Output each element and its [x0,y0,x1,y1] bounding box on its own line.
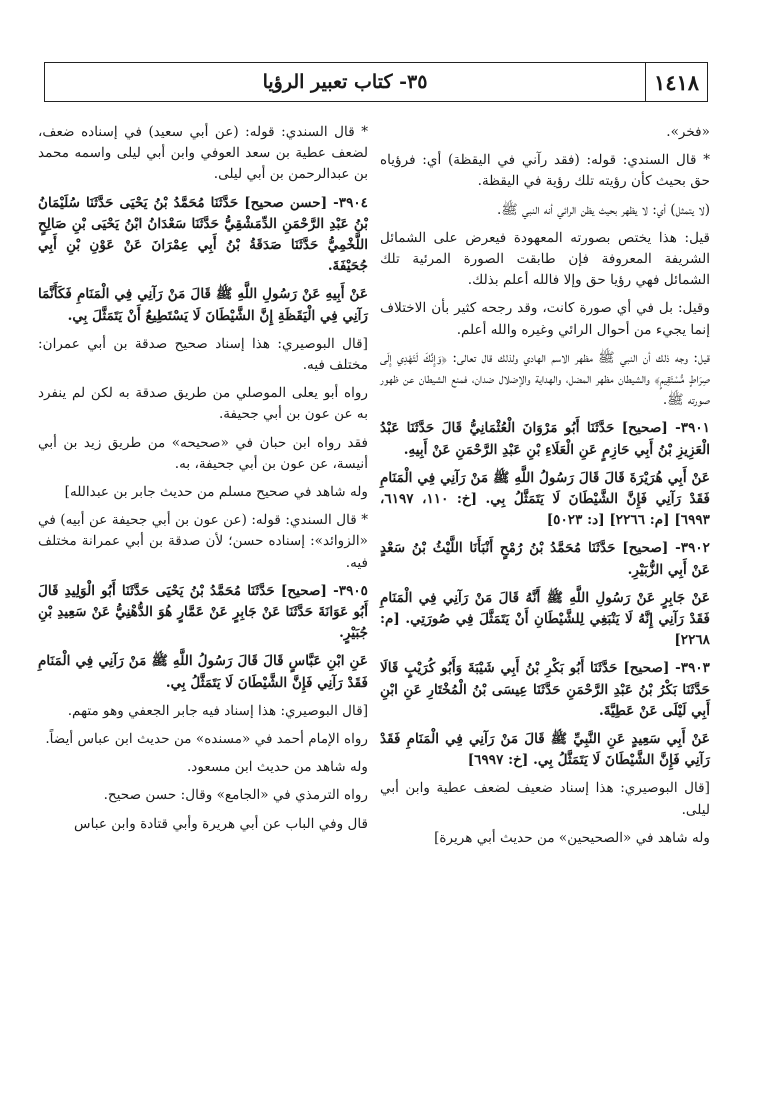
page-header [44,62,708,102]
hadith-isnad-3901: ٣٩٠١- [صحيح] حَدَّثَنَا أَبُو مَرْوَانَ الْعُثْمَانِيُّ قَالَ حَدَّثَنَا عَبْدُ الْعَزِيزِ بْنُ أَبِي حَازِمٍ عَنِ الْعَلَاءِ بْنِ عَبْدِ الرَّحْمَنِ عَنْ أَبِيهِ. [380,420,710,458]
paragraph: وقيل: بل في أي صورة كانت، وقد رجحه كثير بأن الاختلاف إنما يجيء من أحوال الرائي وغيره والله أعلم. [380,300,710,338]
paragraph: [قال البوصيري: هذا إسناد صحيح صدقة بن أبي عمران: مختلف فيه. [38,335,368,374]
paragraph: (لا يتمثل) أي: لا يظهر بحيث يظن الرائي أنه النبي ﷺ. [496,201,710,218]
left-column [38,122,368,842]
paragraph: * قال السندي: قوله: (عن عون بن أبي جحيفة عن أبيه) في «الزوائد»: إسناده حسن؛ لأن صدقة بن أبي عمرانة مختلف فيه. [38,512,368,571]
paragraph: وله شاهد من حديث ابن مسعود. [186,759,368,776]
paragraph: [قال البوصيري: هذا إسناد فيه جابر الجعفي وهو متهم. [67,702,368,719]
page-number: ١٤١٨ [645,63,707,101]
paragraph: * قال السندي: قوله: (فقد رآني في اليقظة) أي: فرؤياه حق بحيث كأن رؤيته تلك رؤية في اليقظة. [380,152,710,190]
chapter-title: ٣٥- كتاب تعبير الرؤيا [262,71,428,93]
paragraph: وله شاهد في «الصحيحين» من حديث أبي هريرة] [434,829,710,846]
paragraph: رواه أبو يعلى الموصلي من طريق صدقة به لكن لم ينفرد به عن عون بن أبي جحيفة. [38,385,368,423]
paragraph: رواه الإمام أحمد في «مسنده» من حديث ابن عباس أيضاً. [45,731,368,748]
paragraph: * قال السندي: قوله: (عن أبي سعيد) في إسناده ضعف، لضعف عطية بن سعد العوفي وابن أبي ليلى واسمه محمد بن عبدالرحمن بن أبي ليلى. [38,124,368,183]
paragraph: فقد رواه ابن حبان في «صحيحه» من طريق زيد بن أبي أنيسة، عن عون بن أبي جحيفة، به. [38,434,368,472]
hadith-matn-3902: عَنْ جَابِرٍ عَنْ رَسُولِ اللَّهِ ﷺ أَنَّهُ قَالَ مَنْ رَآنِي فِي الْمَنَامِ فَقَدْ رَآنِي إِنَّهُ لَا يَنْبَغِي لِلشَّيْطَانِ أَنْ يَتَمَثَّلَ فِي صُورَتِي. [م: ٢٢٦٨] [380,589,710,649]
hadith-matn-3903: عَنْ أَبِي سَعِيدٍ عَنِ النَّبِيِّ ﷺ قَالَ مَنْ رَآنِي فِي الْمَنَامِ فَقَدْ رَآنِي فَإِنَّ الشَّيْطَانَ لَا يَتَمَثَّلُ بِي. [خ: ٦٩٩٧] [380,731,710,769]
hadith-isnad-3904: ٣٩٠٤- [حسن صحيح] حَدَّثَنَا مُحَمَّدُ بْنُ يَحْيَى حَدَّثَنَا سُلَيْمَانُ بْنُ عَبْدِ الرَّحْمَنِ الدِّمَشْقِيُّ حَدَّثَنَا سَعْدَانُ ابْنُ يَحْيَى بْنِ صَالِحٍ اللَّخْمِيُّ حَدَّثَنَا صَدَقَةُ بْنُ أَبِي عِمْرَانَ عَنْ عَوْنِ بْنِ أَبِي جُحَيْفَةَ. [38,194,368,275]
paragraph: قيل: هذا يختص بصورته المعهودة فيعرض على الشمائل الشريفة المعروفة فإن طابقت الصورة المرئية تلك الشمائل فهي رؤيا حق وإلا فالله أعلم بذلك. [380,229,710,289]
hadith-matn-3901: عَنْ أَبِي هُرَيْرَةَ قَالَ قَالَ رَسُولُ اللَّهِ ﷺ مَنْ رَآنِي فِي الْمَنَامِ فَقَدْ رَآنِي فَإِنَّ الشَّيْطَانَ لَا يَتَمَثَّلُ بِي. [خ: ١١٠، ٦١٩٧، ٦٩٩٣] [م: ٢٢٦٦] [د: ٥٠٢٣] [380,469,711,529]
hadith-isnad-3902: ٣٩٠٢- [صحيح] حَدَّثَنَا مُحَمَّدُ بْنُ رُمْحٍ أَنْبَأَنَا اللَّيْثُ بْنُ سَعْدٍ عَنْ أَبِي الزُّبَيْرِ. [380,540,710,578]
hadith-matn-3904: عَنْ أَبِيهِ عَنْ رَسُولِ اللَّهِ ﷺ قَالَ مَنْ رَآنِي فِي الْمَنَامِ فَكَأَنَّمَا رَآنِي فِي الْيَقَظَةِ إِنَّ الشَّيْطَانَ لَا يَسْتَطِيعُ أَنْ يَتَمَثَّلَ بِي. [38,286,368,324]
hadith-matn-3905: عَنِ ابْنِ عَبَّاسٍ قَالَ قَالَ رَسُولُ اللَّهِ ﷺ مَنْ رَآنِي فِي الْمَنَامِ فَقَدْ رَآنِي فَإِنَّ الشَّيْطَانَ لَا يَتَمَثَّلُ بِي. [38,653,368,691]
paragraph: رواه الترمذي في «الجامع» وقال: حسن صحيح. [103,787,368,804]
paragraph: [قال البوصيري: هذا إسناد ضعيف لضعف عطية وابن أبي ليلى. [380,780,710,818]
paragraph: قيل: وجه ذلك أن النبي ﷺ مظهر الاسم الهادي ولذلك قال تعالى: ﴿وَإِنَّكَ لَتَهْدِي إِلَى صِرَاطٍ مُّسْتَقِيمٍ﴾ والشيطان مظهر المضل، والهداية والإضلال ضدان، فمنع الشيطان عن ظهور صورته ﷺ. [380,349,710,409]
paragraph: «فخر». [666,124,710,140]
hadith-isnad-3903: ٣٩٠٣- [صحيح] حَدَّثَنَا أَبُو بَكْرِ بْنُ أَبِي شَيْبَةَ وَأَبُو كُرَيْبٍ قَالَا حَدَّثَنَا بَكْرُ بْنُ عَبْدِ الرَّحْمَنِ حَدَّثَنَا عِيسَى بْنُ الْمُخْتَارِ عَنِ ابْنِ أَبِي لَيْلَى عَنْ عَطِيَّةَ. [380,660,710,719]
paragraph: وله شاهد في صحيح مسلم من حديث جابر بن عبدالله] [64,484,368,501]
right-column [380,122,710,856]
paragraph: قال وفي الباب عن أبي هريرة وأبي قتادة وابن عباس [74,815,368,832]
hadith-isnad-3905: ٣٩٠٥- [صحيح] حَدَّثَنَا مُحَمَّدُ بْنُ يَحْيَى حَدَّثَنَا أَبُو الْوَلِيدِ قَالَ أَبُو عَوَانَةَ حَدَّثَنَا عَنْ جَابِرٍ عَنْ عَمَّارٍ هُوَ الدُّهْنِيُّ عَنْ سَعِيدِ بْنِ جُبَيْرٍ. [38,582,368,642]
